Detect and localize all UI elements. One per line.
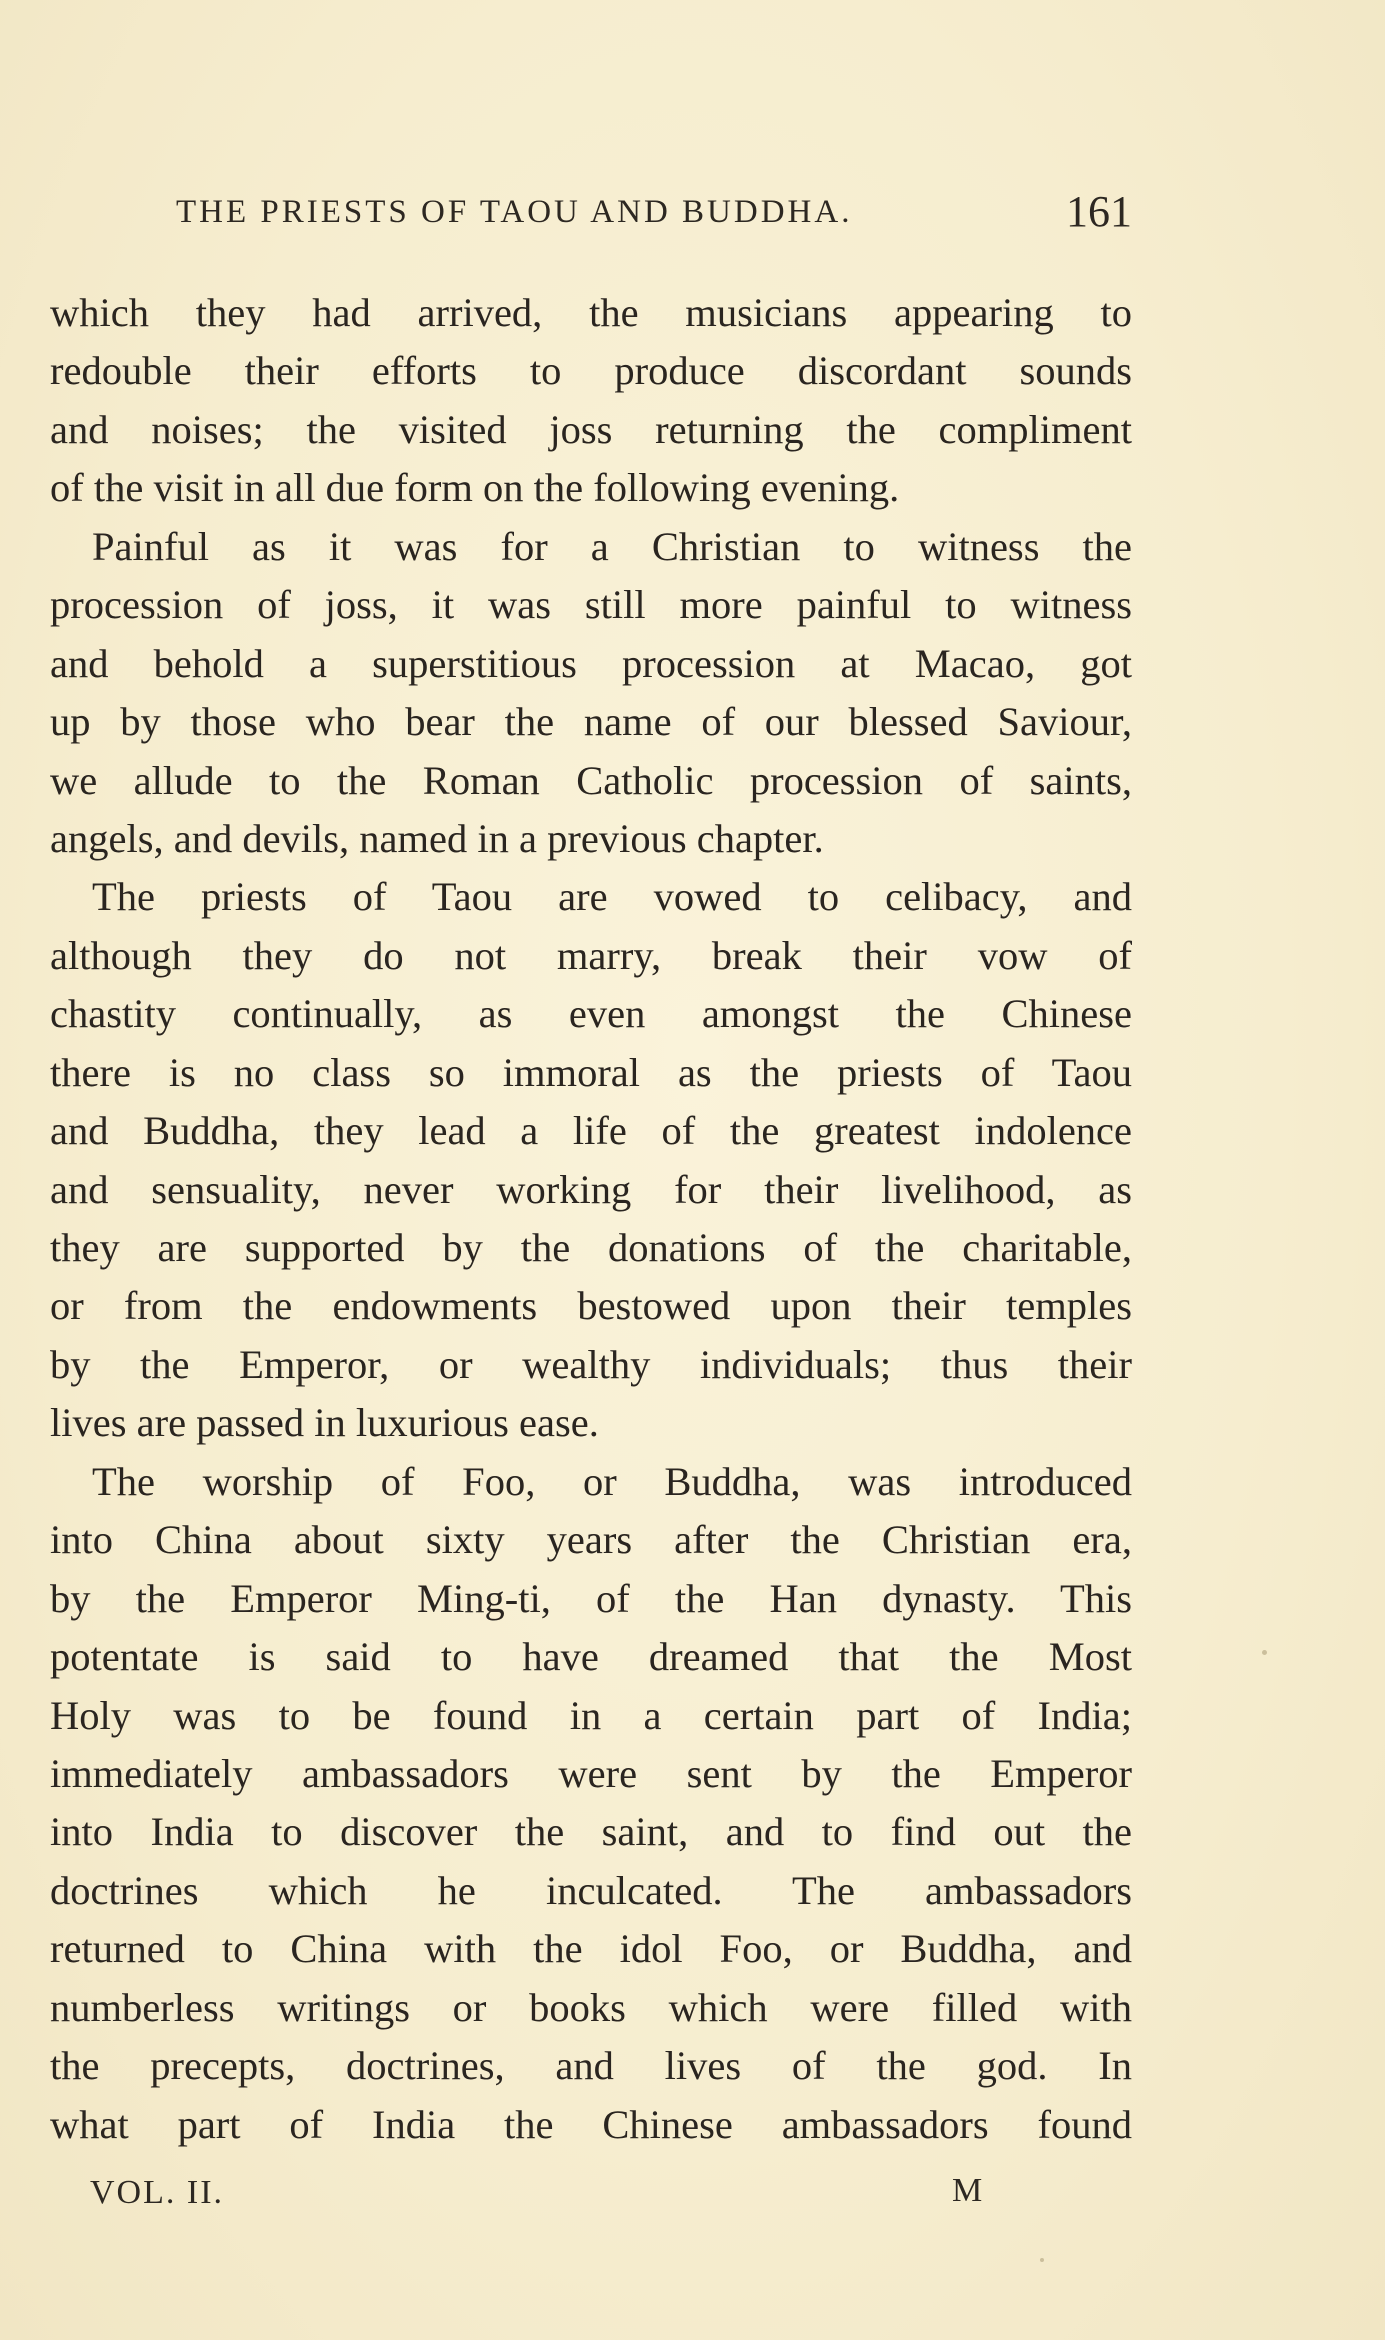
body-text (50, 284, 1132, 2154)
paper-speck (1040, 2258, 1044, 2262)
text-line: doctrines which he inculcated. The ambassadors (50, 1867, 1132, 1913)
text-line: the precepts, doctrines, and lives of the god. In (50, 2043, 1132, 2089)
text-line: and Buddha, they lead a life of the greatest indolence (50, 1108, 1132, 1154)
text-line: Painful as it was for a Christian to witness the (92, 523, 1132, 569)
text-line: and sensuality, never working for their livelihood, as (50, 1166, 1132, 1212)
text-line: procession of joss, it was still more painful to witness (50, 582, 1132, 628)
text-line: of the visit in all due form on the following evening. (50, 465, 900, 511)
text-line: we allude to the Roman Catholic procession of saints, (50, 757, 1132, 803)
text-line: there is no class so immoral as the priests of Taou (50, 1049, 1132, 1095)
text-line: angels, and devils, named in a previous chapter. (50, 815, 824, 861)
text-line: lives are passed in luxurious ease. (50, 1400, 599, 1446)
text-line: immediately ambassadors were sent by the Emperor (50, 1750, 1132, 1796)
text-line: what part of India the Chinese ambassadors found (50, 2101, 1132, 2147)
text-line: by the Emperor, or wealthy individuals; thus their (50, 1341, 1132, 1387)
text-line: returned to China with the idol Foo, or Buddha, and (50, 1926, 1132, 1972)
page-number: 161 (1066, 187, 1132, 236)
running-head: THE PRIESTS OF TAOU AND BUDDHA. (176, 194, 853, 230)
volume-footer: VOL. II. (90, 2174, 225, 2211)
text-line: which they had arrived, the musicians appearing to (50, 290, 1132, 335)
text-line: and behold a superstitious procession at Macao, got (50, 640, 1132, 686)
text-line: numberless writings or books which were filled with (50, 1984, 1132, 2030)
text-line: potentate is said to have dreamed that the Most (50, 1634, 1132, 1680)
text-line: chastity continually, as even amongst the Chinese (50, 991, 1132, 1037)
text-line: or from the endowments bestowed upon their temples (50, 1283, 1132, 1329)
signature-mark: M (952, 2172, 983, 2209)
text-line: although they do not marry, break their vow of (50, 932, 1132, 978)
text-line: Holy was to be found in a certain part of India; (50, 1692, 1132, 1738)
page-header (176, 186, 1132, 236)
text-line: into India to discover the saint, and to find out the (50, 1809, 1132, 1855)
text-line: into China about sixty years after the Christian era, (50, 1517, 1132, 1563)
text-line: up by those who bear the name of our blessed Saviour, (50, 699, 1132, 745)
text-line: The priests of Taou are vowed to celibacy, and (92, 874, 1132, 920)
text-line: by the Emperor Ming-ti, of the Han dynasty. This (50, 1575, 1132, 1621)
text-line: and noises; the visited joss returning the compliment (50, 406, 1132, 452)
text-line: redouble their efforts to produce discordant sounds (50, 348, 1132, 394)
paper-speck (1262, 1650, 1267, 1655)
text-line: they are supported by the donations of the charitable, (50, 1225, 1132, 1270)
text-line: The worship of Foo, or Buddha, was introduced (92, 1458, 1132, 1504)
